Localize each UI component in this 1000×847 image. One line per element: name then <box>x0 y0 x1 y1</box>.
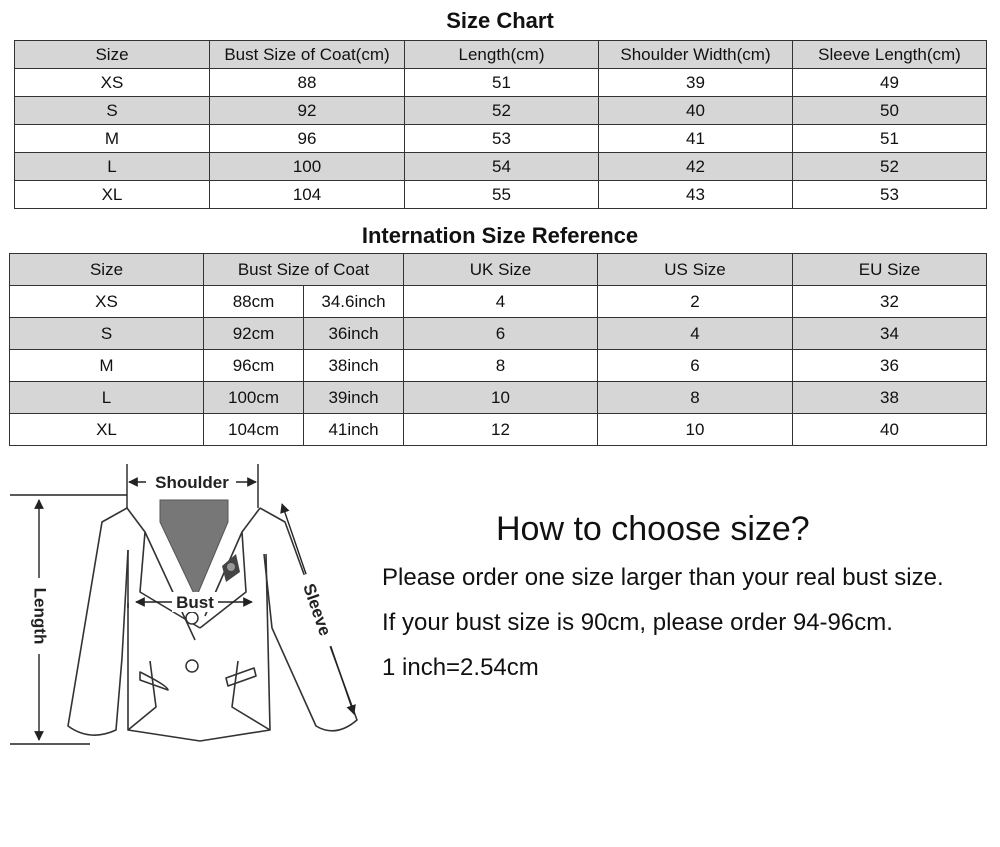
table-row <box>15 181 987 209</box>
header-cell: US Size <box>598 254 793 286</box>
table-cell: 52 <box>793 153 987 181</box>
table-cell: 6 <box>404 318 598 350</box>
collar-inner <box>160 500 228 598</box>
guide-note: Please order one size larger than your real bust size. <box>382 564 944 591</box>
header-cell: Sleeve Length(cm) <box>793 41 987 69</box>
table-cell: 96 <box>210 125 405 153</box>
table-cell: 42 <box>599 153 793 181</box>
table-cell: 2 <box>598 286 793 318</box>
header-cell: Bust Size of Coat(cm) <box>210 41 405 69</box>
table-cell: 41 <box>599 125 793 153</box>
table-cell: 39 <box>599 69 793 97</box>
table-cell: 34 <box>793 318 987 350</box>
jacket-button <box>186 612 198 624</box>
table-cell: 38inch <box>304 350 404 382</box>
table-cell: S <box>15 97 210 125</box>
table-cell: 104cm <box>204 414 304 446</box>
table-cell: 55 <box>405 181 599 209</box>
table-cell: 104 <box>210 181 405 209</box>
table-cell: 39inch <box>304 382 404 414</box>
table-cell: M <box>15 125 210 153</box>
table-cell: 96cm <box>204 350 304 382</box>
guide-note: 1 inch=2.54cm <box>382 654 539 681</box>
table-cell: 34.6inch <box>304 286 404 318</box>
jacket-button <box>186 660 198 672</box>
table-cell: 53 <box>793 181 987 209</box>
table-cell: 100cm <box>204 382 304 414</box>
table-cell: 51 <box>793 125 987 153</box>
table-cell: 4 <box>598 318 793 350</box>
table-row <box>10 350 987 382</box>
sleeve-label: Sleeve <box>299 581 335 639</box>
guide-note: If your bust size is 90cm, please order 94-96cm. <box>382 609 893 636</box>
table-cell: 40 <box>793 414 987 446</box>
table-header-row <box>10 254 987 286</box>
header-cell: EU Size <box>793 254 987 286</box>
table-row <box>10 318 987 350</box>
table-cell: 100 <box>210 153 405 181</box>
intl-reference-table <box>9 253 987 446</box>
table-cell: 12 <box>404 414 598 446</box>
bust-label: Bust <box>176 593 214 612</box>
table-cell: 10 <box>404 382 598 414</box>
table-cell: 10 <box>598 414 793 446</box>
how-to-choose-heading: How to choose size? <box>496 510 810 548</box>
table-row <box>10 382 987 414</box>
table-cell: 43 <box>599 181 793 209</box>
table-cell: L <box>15 153 210 181</box>
header-cell: Bust Size of Coat <box>204 254 404 286</box>
table-row <box>15 125 987 153</box>
table-cell: S <box>10 318 204 350</box>
header-cell: Size <box>10 254 204 286</box>
table-header-row <box>15 41 987 69</box>
jacket-measurement-diagram <box>0 458 380 758</box>
table-cell: XS <box>10 286 204 318</box>
table-cell: 38 <box>793 382 987 414</box>
table-row <box>15 153 987 181</box>
header-cell: Size <box>15 41 210 69</box>
table-cell: XS <box>15 69 210 97</box>
length-label: Length <box>30 587 50 645</box>
table-cell: 32 <box>793 286 987 318</box>
table-cell: 40 <box>599 97 793 125</box>
table-cell: 92cm <box>204 318 304 350</box>
table-row <box>15 97 987 125</box>
table-cell: 52 <box>405 97 599 125</box>
table-cell: 54 <box>405 153 599 181</box>
table-cell: 88cm <box>204 286 304 318</box>
table-cell: 4 <box>404 286 598 318</box>
header-cell: Length(cm) <box>405 41 599 69</box>
table-cell: 50 <box>793 97 987 125</box>
table-cell: 51 <box>405 69 599 97</box>
table-cell: XL <box>15 181 210 209</box>
table-cell: 36inch <box>304 318 404 350</box>
table-cell: 92 <box>210 97 405 125</box>
table-cell: 6 <box>598 350 793 382</box>
table-cell: 36 <box>793 350 987 382</box>
table-row <box>15 69 987 97</box>
table-cell: 49 <box>793 69 987 97</box>
table-row <box>10 286 987 318</box>
size-chart-table <box>14 40 987 209</box>
table-row <box>10 414 987 446</box>
table-cell: L <box>10 382 204 414</box>
table-cell: 8 <box>404 350 598 382</box>
table-cell: XL <box>10 414 204 446</box>
header-cell: Shoulder Width(cm) <box>599 41 793 69</box>
shoulder-label: Shoulder <box>155 473 229 492</box>
header-cell: UK Size <box>404 254 598 286</box>
table-cell: 53 <box>405 125 599 153</box>
table-cell: M <box>10 350 204 382</box>
size-chart-title: Size Chart <box>446 8 554 33</box>
table-cell: 8 <box>598 382 793 414</box>
table-cell: 88 <box>210 69 405 97</box>
intl-reference-title: Internation Size Reference <box>361 223 639 248</box>
table-cell: 41inch <box>304 414 404 446</box>
